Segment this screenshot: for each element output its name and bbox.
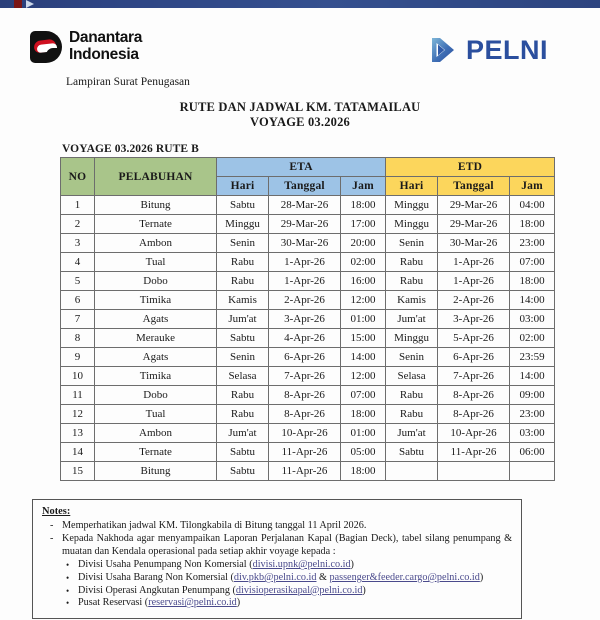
table-cell-etd-jam: 06:00 xyxy=(510,443,555,462)
table-cell-eta-hari: Sabtu xyxy=(217,196,269,215)
table-cell-etd-tanggal: 11-Apr-26 xyxy=(438,443,510,462)
table-cell-eta-hari: Senin xyxy=(217,348,269,367)
table-row xyxy=(61,443,555,462)
table-row xyxy=(61,310,555,329)
pelni-wordmark: PELNI xyxy=(466,35,549,65)
table-cell-port: Dobo xyxy=(95,272,217,291)
table-cell-etd-hari: Minggu xyxy=(386,215,438,234)
table-row xyxy=(61,462,555,481)
table-cell-port: Ternate xyxy=(95,443,217,462)
table-row xyxy=(61,386,555,405)
table-cell-no: 9 xyxy=(61,348,95,367)
note-item-text: Memperhatikan jadwal KM. Tilongkabila di Bitung tanggal 11 April 2026. xyxy=(62,519,367,531)
table-cell-eta-tanggal: 4-Apr-26 xyxy=(269,329,341,348)
document-title xyxy=(0,100,600,129)
table-cell-no: 10 xyxy=(61,367,95,386)
table-cell-etd-tanggal: 30-Mar-26 xyxy=(438,234,510,253)
table-cell-no: 1 xyxy=(61,196,95,215)
table-cell-port: Tual xyxy=(95,405,217,424)
table-cell-eta-hari: Sabtu xyxy=(217,443,269,462)
table-cell-eta-jam: 20:00 xyxy=(341,234,386,253)
viewer-bar-square-icon xyxy=(14,0,22,8)
table-cell-etd-jam: 03:00 xyxy=(510,424,555,443)
table-cell-eta-tanggal: 10-Apr-26 xyxy=(269,424,341,443)
recipient-item xyxy=(42,559,512,572)
recipient-email-link[interactable]: div.pkb@pelni.co.id xyxy=(233,571,317,583)
table-cell-eta-jam: 18:00 xyxy=(341,462,386,481)
table-cell-eta-hari: Rabu xyxy=(217,253,269,272)
schedule-table-wrapper xyxy=(60,157,546,481)
table-cell-eta-hari: Minggu xyxy=(217,215,269,234)
table-cell-etd-jam: 23:00 xyxy=(510,405,555,424)
table-cell-etd-hari: Minggu xyxy=(386,196,438,215)
table-cell-eta-tanggal: 1-Apr-26 xyxy=(269,253,341,272)
col-group-header-eta: ETA xyxy=(217,158,386,177)
table-cell-etd-jam: 18:00 xyxy=(510,272,555,291)
table-cell-etd-jam: 14:00 xyxy=(510,291,555,310)
paren-open: ( xyxy=(232,584,236,596)
table-cell-no: 15 xyxy=(61,462,95,481)
document-header xyxy=(0,8,600,70)
table-cell-etd-jam: 18:00 xyxy=(510,215,555,234)
note-item xyxy=(42,533,512,558)
table-cell-eta-jam: 15:00 xyxy=(341,329,386,348)
table-row xyxy=(61,253,555,272)
table-cell-eta-tanggal: 11-Apr-26 xyxy=(269,443,341,462)
table-cell-eta-tanggal: 11-Apr-26 xyxy=(269,462,341,481)
danantara-wordmark-line2: Indonesia xyxy=(69,45,139,63)
paren-open: ( xyxy=(249,559,253,571)
table-cell-eta-jam: 12:00 xyxy=(341,367,386,386)
table-cell-eta-jam: 18:00 xyxy=(341,405,386,424)
table-cell-etd-tanggal xyxy=(438,462,510,481)
table-cell-etd-hari: Sabtu xyxy=(386,443,438,462)
table-row xyxy=(61,291,555,310)
note-item-text: Kepada Nakhoda agar menyampaikan Laporan Perjalanan Kapal (Bagian Deck), tabel silang penumpang & muatan dan Kendala operasional pada setiap akhir voyage kepada : xyxy=(62,533,512,557)
pelni-chevron-logo-icon xyxy=(430,36,458,64)
table-cell-eta-tanggal: 6-Apr-26 xyxy=(269,348,341,367)
schedule-table-head xyxy=(61,158,555,196)
table-cell-eta-hari: Jum'at xyxy=(217,310,269,329)
danantara-d-swoosh-logo-icon xyxy=(30,31,62,63)
table-row xyxy=(61,234,555,253)
table-cell-eta-jam: 05:00 xyxy=(341,443,386,462)
table-cell-eta-tanggal: 28-Mar-26 xyxy=(269,196,341,215)
table-cell-etd-hari: Selasa xyxy=(386,367,438,386)
note-item xyxy=(42,520,512,533)
table-cell-no: 11 xyxy=(61,386,95,405)
table-cell-no: 14 xyxy=(61,443,95,462)
table-cell-eta-jam: 18:00 xyxy=(341,196,386,215)
table-cell-etd-hari: Rabu xyxy=(386,253,438,272)
recipient-name: Pusat Reservasi xyxy=(78,597,145,609)
table-cell-eta-tanggal: 8-Apr-26 xyxy=(269,405,341,424)
table-cell-port: Ternate xyxy=(95,215,217,234)
col-group-header-etd: ETD xyxy=(386,158,555,177)
table-row xyxy=(61,405,555,424)
table-cell-no: 12 xyxy=(61,405,95,424)
table-cell-etd-jam: 09:00 xyxy=(510,386,555,405)
col-header-port: PELABUHAN xyxy=(95,158,217,196)
table-row xyxy=(61,196,555,215)
table-cell-no: 5 xyxy=(61,272,95,291)
table-cell-no: 7 xyxy=(61,310,95,329)
table-cell-etd-jam: 03:00 xyxy=(510,310,555,329)
bullet-marker-icon: • xyxy=(66,572,70,583)
table-cell-port: Tual xyxy=(95,253,217,272)
notes-list xyxy=(42,520,512,559)
recipient-email-link-secondary[interactable]: passenger&feeder.cargo@pelni.co.id xyxy=(329,571,480,583)
table-cell-no: 4 xyxy=(61,253,95,272)
viewer-bar-chevron-icon xyxy=(26,0,34,8)
table-row xyxy=(61,272,555,291)
paren-close: ) xyxy=(362,584,366,596)
table-cell-etd-jam xyxy=(510,462,555,481)
table-cell-etd-hari: Jum'at xyxy=(386,424,438,443)
table-cell-etd-hari: Jum'at xyxy=(386,310,438,329)
attachment-label: Lampiran Surat Penugasan xyxy=(66,76,190,88)
bullet-marker-icon: • xyxy=(66,585,70,596)
table-cell-eta-hari: Senin xyxy=(217,234,269,253)
viewer-chrome-bar xyxy=(0,0,600,8)
recipient-name: Divisi Operasi Angkutan Penumpang xyxy=(78,584,233,596)
paren-close: ) xyxy=(350,559,354,571)
table-cell-eta-jam: 01:00 xyxy=(341,424,386,443)
pelni-logo xyxy=(430,36,548,64)
table-cell-port: Bitung xyxy=(95,196,217,215)
notes-box xyxy=(32,499,522,619)
table-cell-etd-jam: 23:59 xyxy=(510,348,555,367)
table-row xyxy=(61,424,555,443)
recipient-name: Divisi Usaha Penumpang Non Komersial xyxy=(78,559,250,571)
document-title-line1: RUTE DAN JADWAL KM. TATAMAILAU xyxy=(179,100,421,114)
recipient-item xyxy=(42,597,512,610)
table-row xyxy=(61,329,555,348)
paren-close: ) xyxy=(236,597,241,609)
danantara-wordmark xyxy=(69,30,142,63)
table-cell-eta-tanggal: 7-Apr-26 xyxy=(269,367,341,386)
paren-open: ( xyxy=(144,597,149,609)
table-cell-eta-tanggal: 2-Apr-26 xyxy=(269,291,341,310)
table-cell-eta-hari: Rabu xyxy=(217,272,269,291)
bullet-marker-icon: • xyxy=(66,560,70,571)
table-cell-etd-jam: 02:00 xyxy=(510,329,555,348)
table-cell-eta-tanggal: 29-Mar-26 xyxy=(269,215,341,234)
table-cell-etd-hari: Rabu xyxy=(386,272,438,291)
table-cell-port: Bitung xyxy=(95,462,217,481)
table-cell-eta-hari: Kamis xyxy=(217,291,269,310)
recipient-email-link[interactable]: divisioperasikapal@pelni.co.id xyxy=(235,584,363,596)
table-cell-etd-tanggal: 5-Apr-26 xyxy=(438,329,510,348)
table-cell-eta-jam: 02:00 xyxy=(341,253,386,272)
table-cell-etd-hari: Rabu xyxy=(386,386,438,405)
table-cell-eta-tanggal: 1-Apr-26 xyxy=(269,272,341,291)
document-title-line2: VOYAGE 03.2026 xyxy=(249,114,351,129)
notes-title: Notes: xyxy=(42,506,71,517)
recipient-email-link[interactable]: divisi.upnk@pelni.co.id xyxy=(252,559,351,571)
table-cell-eta-jam: 16:00 xyxy=(341,272,386,291)
table-cell-etd-hari: Senin xyxy=(386,348,438,367)
col-header-etd-hari: Hari xyxy=(386,177,438,196)
table-cell-etd-hari: Senin xyxy=(386,234,438,253)
table-cell-etd-hari: Rabu xyxy=(386,405,438,424)
table-row xyxy=(61,348,555,367)
paren-open: ( xyxy=(230,571,234,583)
table-cell-etd-hari xyxy=(386,462,438,481)
danantara-wordmark-line1: Danantara xyxy=(69,29,143,46)
table-cell-no: 3 xyxy=(61,234,95,253)
danantara-logo xyxy=(30,30,142,63)
table-cell-etd-tanggal: 3-Apr-26 xyxy=(438,310,510,329)
dash-marker-icon: - xyxy=(50,519,54,531)
col-header-eta-hari: Hari xyxy=(217,177,269,196)
table-row xyxy=(61,215,555,234)
bullet-marker-icon: • xyxy=(66,598,70,609)
table-cell-no: 8 xyxy=(61,329,95,348)
schedule-table-body xyxy=(61,196,555,481)
table-cell-no: 13 xyxy=(61,424,95,443)
recipient-item xyxy=(42,572,512,585)
table-cell-etd-tanggal: 6-Apr-26 xyxy=(438,348,510,367)
table-cell-port: Ambon xyxy=(95,234,217,253)
table-cell-eta-jam: 17:00 xyxy=(341,215,386,234)
table-cell-port: Ambon xyxy=(95,424,217,443)
table-cell-eta-hari: Rabu xyxy=(217,386,269,405)
table-cell-eta-jam: 14:00 xyxy=(341,348,386,367)
table-cell-eta-hari: Sabtu xyxy=(217,329,269,348)
table-cell-eta-jam: 12:00 xyxy=(341,291,386,310)
table-cell-no: 6 xyxy=(61,291,95,310)
table-cell-etd-jam: 23:00 xyxy=(510,234,555,253)
table-cell-eta-hari: Jum'at xyxy=(217,424,269,443)
table-cell-port: Dobo xyxy=(95,386,217,405)
col-header-eta-jam: Jam xyxy=(341,177,386,196)
email-separator: & xyxy=(316,571,330,583)
voyage-route-label: VOYAGE 03.2026 RUTE B xyxy=(62,143,199,155)
table-cell-eta-tanggal: 8-Apr-26 xyxy=(269,386,341,405)
table-cell-etd-tanggal: 2-Apr-26 xyxy=(438,291,510,310)
table-cell-etd-tanggal: 29-Mar-26 xyxy=(438,196,510,215)
table-cell-no: 2 xyxy=(61,215,95,234)
table-cell-port: Agats xyxy=(95,348,217,367)
dash-marker-icon: - xyxy=(50,533,54,545)
table-cell-etd-hari: Kamis xyxy=(386,291,438,310)
table-cell-eta-jam: 01:00 xyxy=(341,310,386,329)
schedule-table xyxy=(60,157,555,481)
table-cell-etd-tanggal: 29-Mar-26 xyxy=(438,215,510,234)
table-cell-port: Agats xyxy=(95,310,217,329)
table-header-group-row xyxy=(61,158,555,177)
table-cell-eta-tanggal: 30-Mar-26 xyxy=(269,234,341,253)
table-cell-etd-tanggal: 7-Apr-26 xyxy=(438,367,510,386)
recipient-email-link[interactable]: reservasi@pelni.co.id xyxy=(148,597,237,609)
col-header-eta-tanggal: Tanggal xyxy=(269,177,341,196)
table-cell-etd-tanggal: 1-Apr-26 xyxy=(438,272,510,291)
table-cell-etd-jam: 04:00 xyxy=(510,196,555,215)
table-row xyxy=(61,367,555,386)
table-cell-etd-hari: Minggu xyxy=(386,329,438,348)
table-cell-etd-tanggal: 1-Apr-26 xyxy=(438,253,510,272)
table-cell-etd-jam: 14:00 xyxy=(510,367,555,386)
table-cell-eta-tanggal: 3-Apr-26 xyxy=(269,310,341,329)
table-cell-port: Timika xyxy=(95,291,217,310)
col-header-etd-jam: Jam xyxy=(510,177,555,196)
table-cell-eta-hari: Selasa xyxy=(217,367,269,386)
table-cell-port: Merauke xyxy=(95,329,217,348)
table-cell-eta-hari: Rabu xyxy=(217,405,269,424)
col-header-no: NO xyxy=(61,158,95,196)
paren-close: ) xyxy=(479,571,484,583)
recipients-list xyxy=(42,559,512,609)
table-cell-eta-jam: 07:00 xyxy=(341,386,386,405)
col-header-etd-tanggal: Tanggal xyxy=(438,177,510,196)
recipient-name: Divisi Usaha Barang Non Komersial xyxy=(78,571,231,583)
table-cell-etd-tanggal: 10-Apr-26 xyxy=(438,424,510,443)
table-cell-etd-jam: 07:00 xyxy=(510,253,555,272)
table-cell-eta-hari: Sabtu xyxy=(217,462,269,481)
document-page xyxy=(0,8,600,620)
table-cell-etd-tanggal: 8-Apr-26 xyxy=(438,405,510,424)
table-cell-etd-tanggal: 8-Apr-26 xyxy=(438,386,510,405)
table-cell-port: Timika xyxy=(95,367,217,386)
recipient-item xyxy=(42,585,512,598)
